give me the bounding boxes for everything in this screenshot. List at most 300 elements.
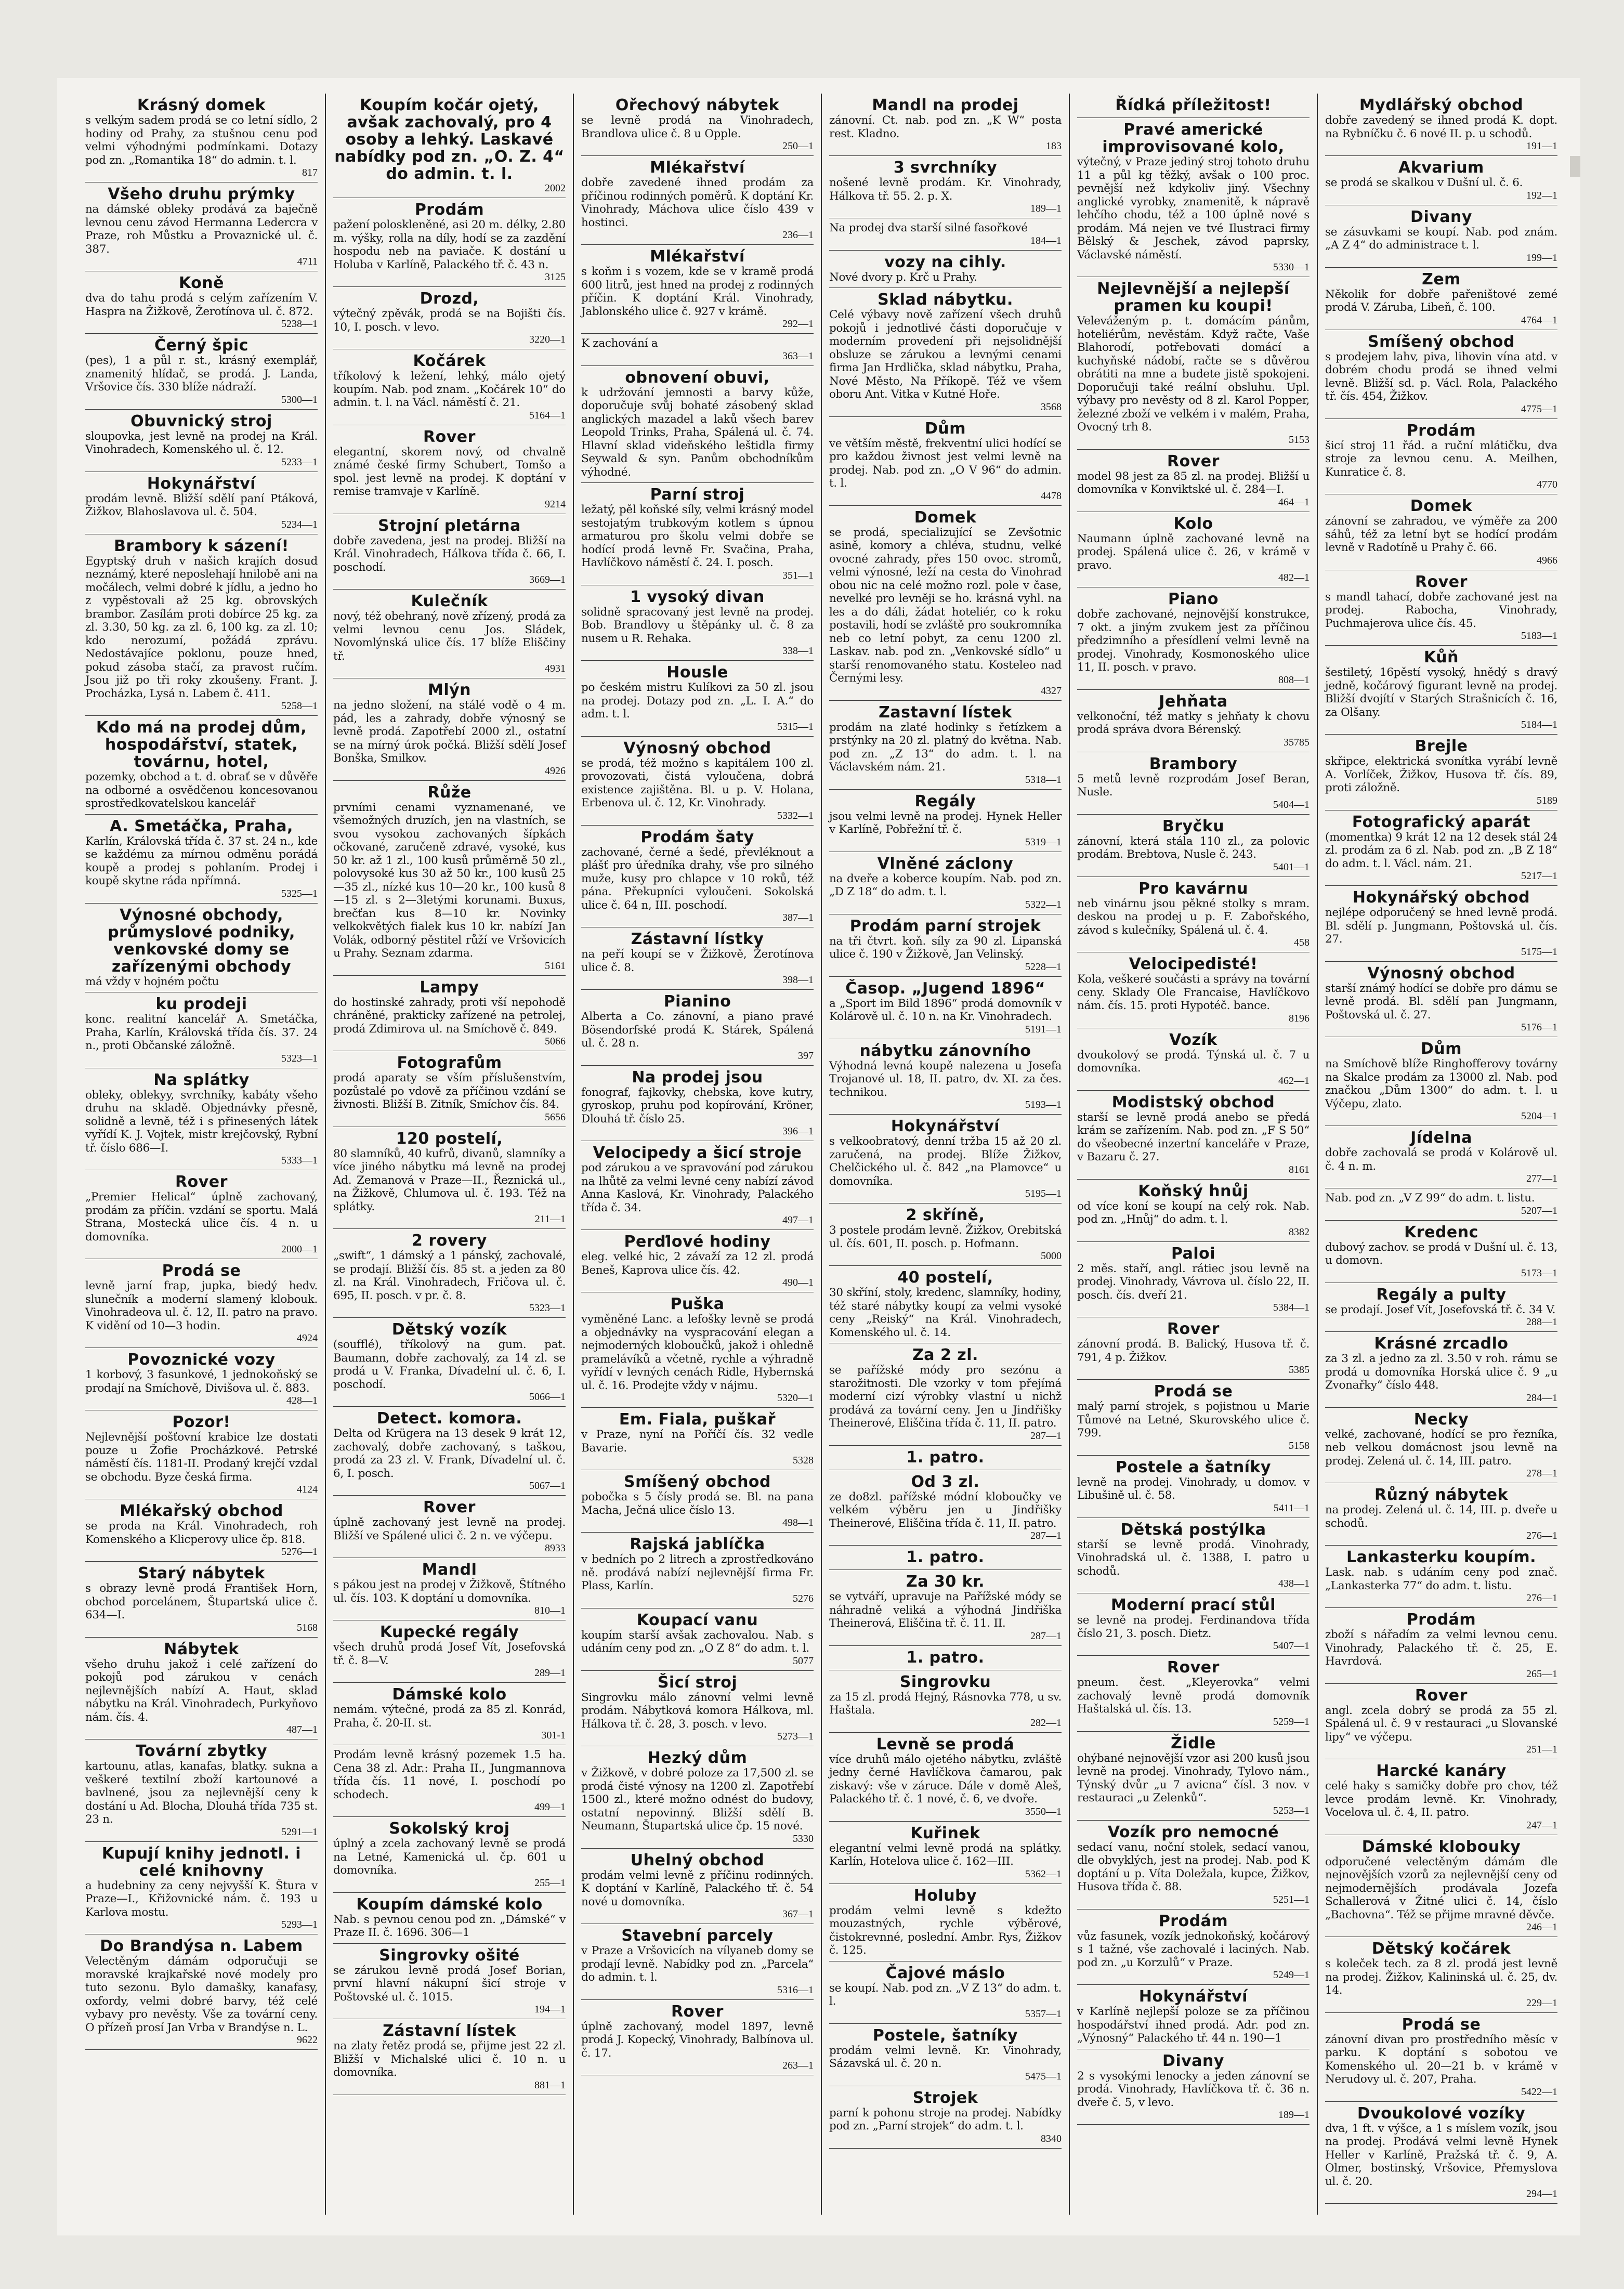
ad-text: se levně na prodej. Ferdinandova třída číslo 21, 3. posch. Dietz. [1077, 1614, 1309, 1640]
ad-text: v Praze a Vršovicích na vílyaneb domy se prodají levně. Nabídky pod zn. „Parcela“ do admin. t. l. [581, 1944, 814, 1984]
ad-text: šicí stroj 11 řád. a ruční mlátičku, dva stroje za levnou cenu. A. Meilhen, Kunratice č. 8. [1325, 439, 1557, 479]
ad-reference-number: 194—1 [534, 2004, 566, 2015]
classified-ad [829, 1204, 1062, 1266]
classified-ad [85, 1842, 318, 1935]
classified-ad [1077, 1242, 1309, 1318]
column-5 [1070, 94, 1318, 2215]
ad-reference-number: 397 [798, 1050, 814, 1062]
ad-text: velkonoční, též matky s jehňaty k chovu prodá správa dvora Bérenský. [1077, 710, 1309, 736]
ad-reference-number: 282—1 [1030, 1717, 1062, 1729]
classified-ad [1325, 1283, 1557, 1332]
ad-text: sloupovka, jest levně na prodej na Král. Vinohradech, Komenského ul. č. 12. [85, 429, 318, 456]
classified-ad [333, 1127, 566, 1229]
ad-reference-number: 363—1 [782, 350, 814, 362]
ad-text: celé haky s samičky dobře pro chov, též levce prodám levně. Kr. Vinohrady, Vocelova ul. č. 4, II. patro. [1325, 1780, 1557, 1819]
classified-ad [829, 1884, 1062, 1961]
ad-reference-number: 276—1 [1526, 1592, 1557, 1604]
ad-text: dobře zachované, nejnovější konstrukce, 7 okt. a jiným zvukem jest za příčinou předzimního a přesídlení velmi levně na prodej. Vinohrady, Kosmonoského ulice 11, II. posch. v pravo. [1077, 608, 1309, 674]
classified-ad [581, 1141, 814, 1230]
classified-ad [1077, 1656, 1309, 1732]
column-2 [326, 94, 574, 2215]
ad-reference-number: 255—1 [534, 1877, 566, 1889]
ad-reference-number: 5300—1 [281, 394, 318, 406]
ad-text: vyměněné Lanc. a lefošky levně se prodá a objednávky na vyspracování elegan a nejmoderných kloboučků, jakož i ohledně pramelávíků a včetně, rychle a výhradně vyřídí v levných cenách Ridle, Hybernská ul. č. 16. Prodejte vždy v nájmu. [581, 1313, 814, 1392]
ad-reference-number: 5195—1 [1025, 1188, 1062, 1199]
ad-text: výtečný zpěvák, prodá se na Bojišti čís. 10, I. posch. v levo. [333, 307, 566, 334]
ad-reference-number: 810—1 [534, 1605, 566, 1616]
ad-headline: Krásný domek [137, 96, 266, 114]
ad-text: v Karlíně nejlepší poloze se za příčinou hospodářství ihned prodá. Adr. pod zn. „Výnosný“ Palackého tř. 44 n. 190—1 [1077, 2005, 1309, 2045]
classified-ad [1077, 1380, 1309, 1456]
ad-headline: Černý špic [154, 336, 248, 355]
ad-headline: Divany [1162, 2051, 1224, 2070]
ad-reference-number: 817 [302, 167, 318, 178]
classified-ad [581, 2000, 814, 2076]
ad-reference-number: 277—1 [1526, 1173, 1557, 1184]
ad-headline: Nejlevnější a nejlepší pramen ku koupi! [1097, 280, 1290, 315]
ad-headline: Kupují knihy jednotl. i celé knihovny [101, 1844, 302, 1880]
classified-ad [829, 1570, 1062, 1646]
ad-reference-number: 199—1 [1526, 252, 1557, 264]
ad-reference-number: 247—1 [1526, 1819, 1557, 1831]
ad-reference-number: 287—1 [1030, 1430, 1062, 1442]
ad-text: v Žižkově, v dobré poloze za 17,500 zl. se prodá čisté výnosy na 1200 zl. Zapotřebí 1500 zl., které možno odnést do budovy, ostatní nepovinný. Bližší sdělí B. Neumann, Štupartská ulice čp. 15 nové. [581, 1767, 814, 1833]
ad-headline: Smíšený obchod [1367, 332, 1515, 351]
classified-ad [1077, 1909, 1309, 1985]
ad-reference-number: 5316—1 [777, 1984, 814, 1996]
ad-reference-number: 5291—1 [281, 1826, 318, 1838]
ad-headline: Kdo má na prodej dům, hospodářství, statek, továrnu, hotel, [96, 718, 307, 771]
classified-ad [581, 1408, 814, 1470]
ad-headline: Kulečník [411, 592, 488, 610]
classified-ad [1077, 277, 1309, 450]
ad-text: fonograf, fajkovky, chebska, kove kutry, gyroskop, pruhu pod kopírování, Kröner, Dlouhá tř. číslo 25. [581, 1085, 814, 1126]
ad-reference-number: 5251—1 [1273, 1893, 1309, 1905]
classified-ad [1325, 735, 1557, 810]
ad-headline: Fotografický aparát [1352, 813, 1531, 831]
classified-ad [333, 1745, 566, 1817]
ad-headline: 3 svrchníky [893, 159, 998, 177]
classified-ad [85, 904, 318, 993]
ad-headline: Pozor! [172, 1413, 231, 1431]
ad-headline: Prodám [414, 201, 484, 219]
ad-headline: Vlněné záclony [877, 854, 1014, 873]
ad-text: angl. zcela dobrý se prodá za 55 zl. Spálená ul. č. 9 v restauraci „u Slovanské lipy“ ve výčepu. [1325, 1704, 1557, 1744]
classified-ad [85, 1410, 318, 1499]
classified-ad [1077, 1028, 1309, 1091]
classified-ad [85, 1934, 318, 2050]
classified-ad [829, 790, 1062, 852]
ad-reference-number: 189—1 [1278, 2109, 1309, 2121]
ad-reference-number: 263—1 [782, 2060, 814, 2071]
ad-headline: Různý nábytek [1374, 1486, 1509, 1504]
ad-reference-number: 5318—1 [1025, 774, 1062, 786]
ad-headline: Mlékařství [650, 247, 745, 266]
ad-headline: Časop. „Jugend 1896“ [845, 979, 1045, 998]
ad-reference-number: 4711 [297, 256, 318, 267]
ad-reference-number: 367—1 [782, 1908, 814, 1920]
ad-headline: Koupím kočár ojetý, avšak zachovalý, pro 4 osoby a lehký. Laskavé nabídky pod zn. „O. Z. 4“ do admin. t. l. [334, 96, 565, 183]
ad-reference-number: 211—1 [534, 1213, 566, 1225]
page-edge-mark [1570, 156, 1580, 177]
classified-ad [581, 366, 814, 483]
ad-text: se vytváří, upravuje na Pařížské módy se náhradně veliká a výhodná Jindřiška Theinerová, Eliščina tř. č. 11. II. [829, 1590, 1062, 1630]
ad-reference-number: 191—1 [1526, 140, 1557, 152]
ad-reference-number: 4478 [1041, 490, 1062, 502]
ad-reference-number: 8161 [1289, 1163, 1309, 1175]
classified-ad [829, 977, 1062, 1039]
ad-text: má vždy v hojném počtu [85, 975, 219, 988]
classified-ad [1077, 952, 1309, 1028]
classified-ad [829, 1670, 1062, 1733]
ad-headline: Mydlářský obchod [1359, 96, 1524, 114]
ad-reference-number: 5173—1 [1521, 1267, 1557, 1279]
ad-headline: Brambory [1149, 754, 1238, 773]
ad-headline: Strojek [912, 2088, 978, 2107]
ad-text: dobře zavedena, jest na prodej. Bližší na Král. Vinohradech, Hálkova třída č. 66, I. poschodí. [333, 534, 566, 574]
ad-text: prodá aparaty se vším příslušenstvím, pozůstalé po vdově za příčinou vzdání se živnosti. Bližší B. Zitník, Smíchov čís. 84. [333, 1071, 566, 1111]
ad-headline: Akvarium [1398, 159, 1484, 177]
classified-ad [85, 94, 318, 182]
ad-text: kartounu, atlas, kanafas, blatky. sukna a veškeré textilní zboží kartounové a bavlnené, jsou za nejlevnější ceny k dostání u Ad. Blocha, Dlouhá třída 735 st. 23 n. [85, 1760, 318, 1826]
ad-reference-number: 5475—1 [1025, 2070, 1062, 2082]
column-3 [574, 94, 822, 2215]
ad-headline: Obuvnický stroj [130, 412, 272, 430]
classified-ad [829, 417, 1062, 506]
ad-text: Lask. nab. s udáním ceny pod znač. „Lankasterka 77“ do adm. t. listu. [1325, 1566, 1557, 1592]
ad-text: malý parní strojek, s pojistnou u Marie Tůmové na Letné, Skurovského ulice č. 799. [1077, 1400, 1309, 1440]
ad-reference-number: 9214 [545, 498, 566, 510]
classified-ad [581, 334, 814, 366]
classified-ad [829, 1446, 1062, 1470]
classified-ad [829, 251, 1062, 289]
ad-headline: Brejle [1415, 737, 1468, 755]
ad-headline: Kůň [1424, 648, 1459, 666]
classified-ad [829, 1115, 1062, 1204]
ad-headline: Hokynářský obchod [1352, 888, 1530, 907]
ad-reference-number: 4327 [1041, 685, 1062, 697]
ad-reference-number: 8382 [1289, 1226, 1309, 1238]
ad-reference-number: 5401—1 [1273, 861, 1309, 873]
ad-reference-number: 3125 [545, 271, 566, 283]
ad-text: ve větším městě, frekventní ulici hodící se pro každou živnost jest velmi levně na prodej. Nab. pod zn. „O V 96“ do admin. t. l. [829, 437, 1062, 490]
ad-reference-number: 5323—1 [529, 1302, 566, 1314]
ad-reference-number: 5276—1 [281, 1546, 318, 1558]
ad-headline: Bryčku [1162, 817, 1225, 835]
column-1 [78, 94, 326, 2215]
ad-reference-number: 438—1 [1278, 1578, 1309, 1589]
ad-reference-number: 5217—1 [1521, 870, 1557, 882]
ad-text: Singrovku málo zánovní velmi levně prodám. Nábytková komora Hálkova, ml. Hálkova tř. č. 28, 3. posch. v levo. [581, 1691, 814, 1731]
ad-reference-number: 278—1 [1526, 1468, 1557, 1479]
classified-ad [829, 852, 1062, 914]
ad-headline: Piano [1168, 590, 1219, 608]
ad-headline: Domek [914, 508, 977, 527]
classified-ad [829, 1733, 1062, 1822]
classified-ad [581, 1066, 814, 1142]
ad-headline: Kočárek [413, 352, 486, 370]
classified-ad [581, 661, 814, 737]
ad-headline: Ořechový nábytek [615, 96, 780, 114]
ad-reference-number: 482—1 [1278, 572, 1309, 583]
ad-headline: Mandl [422, 1561, 477, 1579]
ad-reference-number: 183 [1046, 140, 1062, 152]
ad-headline: Pravé americké improvisované kolo, [1102, 121, 1285, 156]
ad-reference-number: 5168 [297, 1621, 318, 1633]
ad-headline: Divany [1410, 207, 1472, 226]
ad-headline: 1. patro. [906, 1648, 985, 1667]
ad-reference-number: 35785 [1284, 736, 1309, 748]
ad-reference-number: 5191—1 [1025, 1023, 1062, 1035]
ad-headline: Na prodej jsou [632, 1068, 763, 1087]
ad-headline: Šicí stroj [657, 1673, 738, 1692]
ad-reference-number: 5158 [1289, 1440, 1309, 1451]
ad-headline: Za 30 kr. [906, 1573, 985, 1591]
classified-ad [85, 1499, 318, 1562]
classified-ad [333, 198, 566, 287]
ad-headline: Dům [924, 419, 966, 438]
ad-text: zánovní se zahradou, ve výměře za 200 sáhů, též za letní byt se hodící prodám levně v Radotíně u Prahy č. 66. [1325, 515, 1557, 554]
ad-reference-number: 462—1 [1278, 1075, 1309, 1087]
ad-reference-number: 251—1 [1526, 1744, 1557, 1755]
classified-ad [85, 334, 318, 410]
ad-text: (soufflé), tříkolový na gum. pat. Baumann, dobře zachovalý, za 14 zl. se prodá u V. Franka, Dívadelní ul. č. 6, I. poschodí. [333, 1338, 566, 1391]
ad-headline: Levně se prodá [876, 1735, 1015, 1754]
ad-headline: Prodá se [1402, 2015, 1481, 2034]
ad-headline: Jehňata [1159, 692, 1228, 711]
column-6 [1318, 94, 1565, 2215]
ad-reference-number: 5325—1 [281, 887, 318, 899]
ad-headline: Koně [178, 274, 225, 292]
ad-text: 2 měs. staří, angl. rátiec jsou levně na prodej. Vinohrady, Vávrova ul. číslo 22, II. posch. čís. dveří 21. [1077, 1262, 1309, 1302]
ad-headline: Od 3 zl. [911, 1472, 980, 1491]
ad-headline: Jídelna [1410, 1129, 1472, 1147]
classified-ad [829, 1266, 1062, 1343]
ad-reference-number: 428—1 [286, 1395, 318, 1406]
ad-reference-number: 5233—1 [281, 456, 318, 468]
ad-reference-number: 301-1 [541, 1730, 566, 1741]
ad-text: úplně zachovaný jest levně na prodej. Bližší ve Spálené ulici č. 2 n. ve výčepu. [333, 1516, 566, 1542]
ad-text: sedací vanu, noční stolek, sedací vanou, dle obvyklých, jest na prodej. Nab. pod K doptání u p. Víta Doležala, kupce, Žižkov, Husova třída č. 88. [1077, 1840, 1309, 1893]
ad-headline: Krásné zrcadlo [1374, 1335, 1509, 1353]
ad-reference-number: 5228—1 [1025, 961, 1062, 973]
ad-text: Nejlevnější pošťovní krabice lze dostati pouze u Žofie Procházkové. Petrské náměstí čís. 1181-II. Prodaný krejčí vzdal se obchodu. Byze česká firma. [85, 1431, 318, 1484]
ad-text: prodám levně. Bližší sdělí paní Ptáková, Žižkov, Blahoslavova ul. č. 504. [85, 492, 318, 518]
ad-headline: Mlýn [427, 681, 472, 699]
ad-reference-number: 287—1 [1030, 1630, 1062, 1642]
classified-ad [1325, 2102, 1557, 2204]
ad-headline: Do Brandýsa n. Labem [100, 1937, 303, 1955]
ad-reference-number: 294—1 [1526, 2188, 1557, 2200]
ad-text: s mandl tahací, dobře zachované jest na prodej. Rabocha, Vinohrady, Puchmajerova ulice čís. 45. [1325, 590, 1557, 630]
ad-reference-number: 189—1 [1030, 203, 1062, 214]
ad-headline: Dámské kolo [392, 1685, 507, 1704]
ad-headline: Koňský hnůj [1138, 1182, 1249, 1200]
classified-ad [581, 94, 814, 156]
ad-text: Nové dvory p. Krč u Prahy. [829, 270, 977, 284]
classified-ad [1325, 205, 1557, 268]
ad-headline: 120 postelí, [396, 1129, 503, 1148]
ad-text: Delta od Krügera na 13 desek 9 krát 12, zachovalý, dobře zachovaný, s taškou, prodá za 23 zl. V. Frank, Dívadelní ul. č. 6, I. posch. [333, 1427, 566, 1480]
classified-ad [333, 1318, 566, 1407]
classified-ad [1325, 646, 1557, 735]
classified-ad [1325, 494, 1557, 570]
ad-reference-number: 5193—1 [1025, 1099, 1062, 1110]
ad-reference-number: 236—1 [782, 229, 814, 241]
ad-text: prodám velmi levně z příčinu rodinných. K doptání v Karlíně, Palackého tř. č. 54 nové u domovníka. [581, 1868, 814, 1908]
ad-reference-number: 5176—1 [1521, 1022, 1557, 1033]
classified-ad [1325, 962, 1557, 1038]
ad-reference-number: 5066—1 [529, 1391, 566, 1403]
ad-text: na tři čtvrt. koň. síly za 90 zl. Lipanská ulice č. 190 v Žižkově, Jan Velinský. [829, 934, 1062, 961]
ad-reference-number: 5422—1 [1521, 2086, 1557, 2098]
ad-reference-number: 5330 [793, 1833, 814, 1845]
ad-headline: vozy na cihly. [884, 253, 1006, 271]
ad-text: tříkolový k ležení, lehký, málo ojetý koupím. Nab. pod znam. „Kočárek 10“ do admin. t. l. na Václ. náměstí č. 21. [333, 370, 566, 409]
classified-ad [581, 483, 814, 585]
classified-ad [85, 1562, 318, 1638]
ad-text: 80 slamníků, 40 kufrů, divanů, slamníky a více jiného nábytku má levně na prodej Ad. Zemanová v Praze—II., Řeznická ul., na Žižkově, Chlumova ul. č. 193. Též na splátky. [333, 1147, 566, 1213]
classified-ad [333, 1407, 566, 1496]
ad-headline: Lampy [420, 978, 479, 997]
ad-headline: Dámské klobouky [1361, 1837, 1521, 1856]
classified-ad [1325, 1188, 1557, 1221]
classified-ad [829, 1343, 1062, 1446]
classified-ad [85, 534, 318, 716]
ad-text: s prodejem lahv, piva, lihovin vína atd. v dobrém chodu prodá se ihned velmi levně. Bližší sd. p. Václ. Rola, Palackého tř. čís. 454, Žižkov. [1325, 350, 1557, 403]
ad-reference-number: 5407—1 [1273, 1640, 1309, 1652]
ad-headline: Dětský kočárek [1371, 1940, 1511, 1958]
classified-ad [1077, 815, 1309, 877]
ad-text: dobře zavedený se ihned prodá K. dopt. na Rybníčku č. 6 nové II. p. u schodů. [1325, 114, 1557, 140]
classified-ad [85, 1068, 318, 1171]
classified-ad [581, 1924, 814, 2000]
ad-headline: Moderní prací stůl [1110, 1596, 1276, 1614]
ad-text: Prodám levně krásný pozemek 1.5 ha. Cena 38 zl. Adr.: Praha II., Jungmannova třída čís. 11 nové, I. poschodí po schodech. [333, 1748, 566, 1801]
ad-text: prodám velmi levně. Kr. Vinohrady, Sázavská ul. č. 20 n. [829, 2044, 1062, 2070]
ad-text: Kola, veškeré součásti a správy na tovární ceny. Sklady Ole Francaise, Havlíčkovo nám. čís. 15. proti Hypotéč. bance. [1077, 973, 1309, 1012]
ad-text: do hostinské zahrady, proti vší nepohodě chráněné, prakticky zařízené na petrolej, prodá Zdimirova ul. na Smíchově č. 849. [333, 996, 566, 1036]
ad-text: více druhů málo ojetého nábytku, zvláště jedny černé Havlíčkova čamarou, pak ziskavý: vše v záruce. Dále v domě Aleš, Palackého tř. č. 1 nové, č. 6, ve dvoře. [829, 1752, 1062, 1806]
ad-text: pažení poloskleněné, asi 20 m. délky, 2.80 m. výšky, rolla na díly, hodí se za zazdění hospodu neb na paviače. K dostání u Holuba v Karlíně, Palackého tř. č. 43 n. [333, 218, 566, 271]
ad-reference-number: 4924 [297, 1332, 318, 1344]
ad-reference-number: 184—1 [1030, 234, 1062, 246]
ad-text: a hudebniny za ceny nejvyšší K. Štura v Praze—I., Křižovnické nám. č. 193 u Karlova mostu. [85, 1879, 318, 1919]
ad-headline: ku prodeji [155, 995, 247, 1013]
classified-ad [1325, 94, 1557, 156]
classified-ad [333, 781, 566, 976]
ad-reference-number: 4926 [545, 765, 566, 777]
ad-reference-number: 5293—1 [281, 1919, 318, 1930]
ad-headline: Housle [666, 663, 728, 682]
ad-text: Velectěným dámám odporučuji se moravské krajkařské nové modely pro tuto sezonu. Bylo damašky, kanafasy, oxfordy, velmi dobré barvy, též celé vybavy pro nevěsty. Vše za tovární ceny. O přízeň prosí Jan Vrba v Brandýse n. L. [85, 1955, 318, 2034]
ad-reference-number: 5259—1 [1273, 1716, 1309, 1728]
ad-headline: Tovární zbytky [135, 1742, 268, 1760]
ad-text: za 15 zl. prodá Hejný, Rásnovka 778, u sv. Haštala. [829, 1690, 1062, 1717]
classified-ad [333, 590, 566, 678]
classified-ad [581, 1608, 814, 1671]
ad-text: 2 s vysokými lenocky a jeden zánovní se prodá. Vinohrady, Havlíčkova tř. č. 36 n. dveře č. 5, v levo. [1077, 2069, 1309, 2109]
ad-headline: Za 2 zl. [912, 1346, 978, 1364]
ad-reference-number: 4775—1 [1521, 403, 1557, 415]
ad-text: pozemky, obchod a t. d. obrať se v důvěře na odborné a osvědčenou koncesovanou sprostředkovatelskou kancelář [85, 770, 318, 810]
ad-headline: Hezký dům [647, 1749, 748, 1767]
classified-ad [1325, 1608, 1557, 1684]
classified-ad [1325, 1332, 1557, 1408]
classified-ad [333, 1620, 566, 1683]
ad-reference-number: 3669—1 [529, 574, 566, 585]
ad-reference-number: 498—1 [782, 1517, 814, 1528]
ad-text: zánovní. Ct. nab. pod zn. „K W“ posta rest. Kladno. [829, 114, 1062, 140]
classified-ad [1077, 1593, 1309, 1656]
classified-ad [829, 914, 1062, 977]
ad-reference-number: 8933 [545, 1542, 566, 1554]
classified-ad [829, 701, 1062, 790]
ad-text: (momentka) 9 krát 12 na 12 desek stál 24 zl. prodám za 6 zl. Nab. pod zn. „B Z 18“ do adm. t. l. Václ. nám. 21. [1325, 830, 1557, 870]
ad-reference-number: 2000—1 [281, 1244, 318, 1255]
ad-text: dvoukolový se prodá. Týnská ul. č. 7 u domovníka. [1077, 1048, 1309, 1075]
ad-headline: Kredenc [1404, 1223, 1478, 1241]
ad-headline: Rover [1415, 572, 1468, 591]
ad-reference-number: 250—1 [782, 140, 814, 152]
ad-headline: Smíšený obchod [623, 1473, 771, 1491]
ad-reference-number: 396—1 [782, 1126, 814, 1137]
ad-text: s koleček tech. za 8 zl. prodá jest levně na prodej. Žižkov, Kalininská ul. č. 25, dv. 14. [1325, 1957, 1557, 1997]
ad-text: Celé výbavy nově zařízení všech druhů pokojů i jednotlivé části doporučuje v moderním provedení při nejsolidnější obsluze se zárukou a levnými cenami firma Jan Hrdlička, sklad nábytku, Praha, Nové Město, Na Příkopě. Též ve všem oboru Ant. Vitka v Kutné Hoře. [829, 308, 1062, 401]
ad-text: dobře zachovalá se prodá v Kolárově ul. č. 4 n. m. [1325, 1146, 1557, 1173]
ad-headline: Prodám parní strojek [849, 917, 1041, 935]
ad-headline: Parní stroj [650, 486, 745, 504]
ad-headline: Hokynářství [147, 474, 256, 493]
ad-headline: 1. patro. [906, 1548, 985, 1566]
ad-text: zboží s nářadím za velmi levnou cenu. Vinohrady, Palackého tř. č. 25, E. Havrdová. [1325, 1628, 1557, 1668]
ad-headline: Dětská postýlka [1120, 1520, 1266, 1539]
ad-text: pod zárukou a ve spravování pod zárukou na lhůtě za velmi levné ceny nabízí závod Anna Kaslová, Kr. Vinohrady, Palackého třída č. 34. [581, 1161, 814, 1214]
classified-ad [1325, 886, 1557, 962]
ad-text: s velkým sadem prodá se co letní sídlo, 2 hodiny od Prahy, za stušnou cenu pod velmi výhodnými podmínkami. Dotazy pod zn. „Romantika 18“ do admin. t. l. [85, 114, 318, 167]
ad-headline: Velocipedy a šicí stroje [593, 1144, 802, 1162]
ad-headline: Rover [423, 1498, 476, 1516]
ad-reference-number: 288—1 [1526, 1316, 1557, 1328]
classified-ad [333, 1944, 566, 2020]
ad-reference-number: 4966 [1537, 554, 1557, 566]
ad-headline: obnovení obuvi, [625, 368, 770, 387]
ad-text: 30 skříní, stoly, kredenc, slamníky, hodiny, též staré nábytky koupí za velmi vysoké ceny „Reiský“ na Král. Vinohradech, Komenského ul. č. 14. [829, 1286, 1062, 1339]
ad-reference-number: 5066 [545, 1036, 566, 1047]
ad-text: po českém mistru Kulíkovi za 50 zl. jsou na prodej. Dotazy pod zn. „L. I. A.“ do adm. t. l. [581, 681, 814, 721]
ad-headline: Singrovky ošité [379, 1946, 520, 1965]
classified-ad [333, 678, 566, 781]
ad-headline: Rover [423, 427, 476, 446]
ad-text: obleky, oblekyy, svrchníky, kabáty všeho druhu na skladě. Objednávky přesně, solidně a levně, též i s přinesených látek vyřídí K. J. Vojtek, mistr krejčovský, Rybní tř. číslo 686—I. [85, 1088, 318, 1155]
ad-reference-number: 5328 [793, 1455, 814, 1466]
ad-text: prodám na zlaté hodinky s řetízkem a prstýnky na 20 zl. platný do května. Nab. pod zn. „Z 13“ do adm. t. l. na Václavském nám. 21. [829, 721, 1062, 774]
classified-ad [1077, 1518, 1309, 1594]
ad-reference-number: 5332—1 [777, 809, 814, 821]
ad-headline: Dětský vozík [391, 1320, 507, 1339]
ad-headline: Harcké kanáry [1376, 1762, 1507, 1780]
classified-ad [1325, 1759, 1557, 1835]
ad-headline: Povoznické vozy [127, 1351, 276, 1369]
ad-text: všeho druhu jakož i celé zařízení do pokojů pod zárukou v cenách nejlevnějších nabízí A. Haut, sklad nábytku na Král. Vinohradech, Purkyňovo nám. čís. 4. [85, 1657, 318, 1724]
ad-text: Několik for dobře pařeništové zemé prodá V. Záruba, Libeň, č. 100. [1325, 287, 1557, 314]
classified-ad [333, 1229, 566, 1318]
ad-reference-number: 3550—1 [1025, 1806, 1062, 1817]
ad-text: zánovní, která stála 110 zl., za polovic prodám. Brebtova, Nusle č. 243. [1077, 834, 1309, 861]
classified-ad [85, 1348, 318, 1410]
ad-reference-number: 4770 [1537, 479, 1557, 490]
ad-text: (pes), 1 a půl r. st., krásný exemplář, znamenitý hlídač, se prodá. J. Landa, Vršovice čís. 330 blíže nádraží. [85, 354, 318, 394]
